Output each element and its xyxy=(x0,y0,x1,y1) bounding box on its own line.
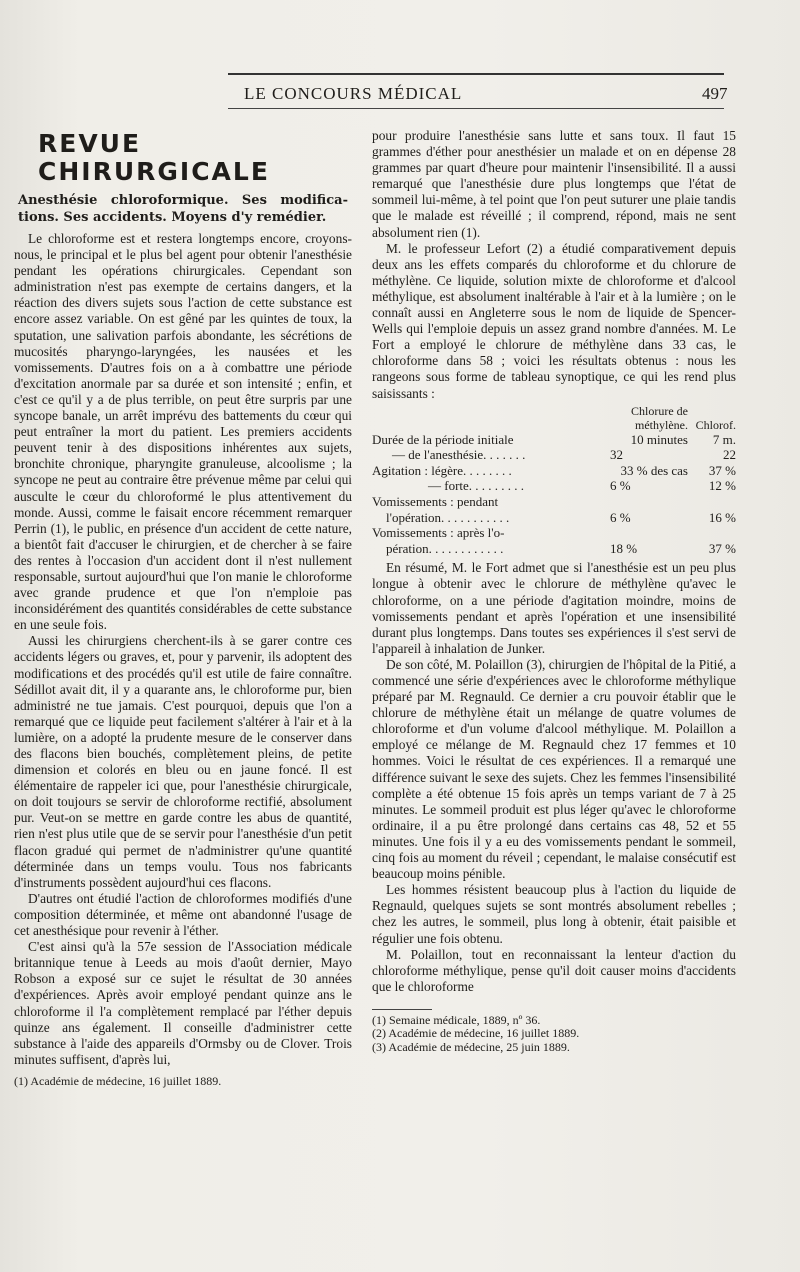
table-cell: Vomissements : pendant xyxy=(372,493,499,509)
table-cell: Vomissements : après l'o- xyxy=(372,525,505,541)
article-subtitle-line-1: Anesthésie chloroformique. Ses modifica- xyxy=(18,193,348,208)
paragraph: pour produire l'anesthésie sans lutte et sans toux. Il faut 15 grammes d'éther pour anesthésier un malade et on en dépense 28 grammes par quart d'heure pour maintenir l'insensibilité. Il a aussi remarqué que l'anesthésie dure plus longtemps que l'état de sommeil lui-même, à tel point que l'on peut suturer une plaie tandis que le malade est réveillé ; il comprend, répond, mais ne sent absolument rien (1). xyxy=(372,128,736,240)
table-cell: l'opération. . . . . . . . . . . xyxy=(386,509,510,525)
table-cell: 16 % xyxy=(708,509,736,525)
table-cell: — de l'anesthésie. . . . . . . xyxy=(392,447,526,463)
table-cell: Durée de la période initiale xyxy=(372,431,514,447)
paragraph: Les hommes résistent beaucoup plus à l'action du liquide de Regnauld, quelques sujets se sont montrés absolument rebelles ; chez les autres, le sommeil, plus long à obtenir, était paisible et régulier une fois obtenu. xyxy=(372,882,736,946)
table-cell: 6 % xyxy=(610,509,631,525)
table-cell: 7 m. xyxy=(712,431,736,447)
table-row xyxy=(372,447,736,463)
results-table xyxy=(372,404,736,557)
footnote: (1) Semaine médicale, 1889, nº 36. xyxy=(372,1012,541,1027)
table-header-chloroform: Chlorof. xyxy=(695,417,736,432)
table-cell: 37 % xyxy=(708,462,736,478)
table-cell: 10 minutes xyxy=(630,431,688,447)
table-header-row xyxy=(372,404,736,432)
table-row xyxy=(372,510,736,526)
table-cell: pération. . . . . . . . . . . . xyxy=(386,540,504,556)
footnote: (1) Académie de médecine, 16 juillet 1889. xyxy=(14,1073,222,1088)
paragraph: Aussi les chirurgiens cherchent-ils à se garer contre ces accidents légers ou graves, et, pour y parvenir, ils adoptent des modifications et des procédés qu'il est utile de faire connaître. Sédillot avait dit, il y a quarante ans, le chloroforme pur, bien administré ne tue jamais. C'est pourquoi, depuis que l'on a remarqué que ce liquide peut facilement s'altérer à l'air et à la lumière, on a adopté la prudente mesure de le conserver dans des flacons bien bouchés, complètement pleins, de petite dimension et colorés en bleu ou en jaune foncé. Il est élémentaire de rappeler ici que, pour l'anesthésie chirurgicale, on doit toujours se servir de chloroforme rectifié, absolument pur. Veut-on se mettre en garde contre les abus de quantité, rien n'est plus utile que de se servir pour l'anesthésie d'un petit flacon gradué qui permet de n'administrer qu'une quantité déterminée dans un temps voulu. Tous nos fabricants d'instruments possèdent aujourd'hui ces flacons. xyxy=(14,633,352,890)
header-rule-bottom xyxy=(228,108,724,109)
table-row xyxy=(372,541,736,557)
table-row xyxy=(372,525,736,541)
left-body xyxy=(14,231,352,1068)
table-cell: Agitation : légère. . . . . . . . xyxy=(372,462,512,478)
right-body-bottom xyxy=(372,560,736,995)
table-row xyxy=(372,463,736,479)
table-row xyxy=(372,478,736,494)
footnote-rule xyxy=(372,1009,432,1010)
paragraph: D'autres ont étudié l'action de chloroformes modifiés d'une composition déterminée, et même ont abandonné l'usage de cet anesthésique pour revenir à l'éther. xyxy=(14,890,352,939)
right-column xyxy=(372,128,736,1055)
footnote: (2) Académie de médecine, 16 juillet 1889. xyxy=(372,1026,580,1041)
table-row xyxy=(372,494,736,510)
right-body-top xyxy=(372,128,736,402)
paragraph: C'est ainsi qu'à la 57e session de l'Association médicale britannique tenue à Leeds au mois d'août dernier, Mayo Robson a exposé sur ce sujet le résultat de 30 années d'expériences. Après avoir employé pendant quinze ans le chloroforme il l'a complètement remplacé par l'éther depuis quinze ans également. Il conseille d'administrer cette substance à l'aide des appareils d'Ormsby ou de Clover. Trois minutes suffisent, d'après lui, xyxy=(14,939,352,1067)
paragraph: M. le professeur Lefort (2) a étudié comparativement depuis deux ans les effets comparés du chloroforme et du chlorure de méthylène. Ce liquide, solution mixte de chloroforme et d'alcool méthylique, est absolument inaltérable à l'air et à la lumière ; on le connaît aussi en Angleterre sous le nom de liquide de Spencer-Wells qui l'emploie depuis un assez grand nombre d'années. M. Le Fort a employé le chlorure de méthylène dans 33 cas, le chloroforme dans 58 ; voici les résultats obtenus : nous les rangeons sous forme de tableau synoptique, ce qui les rend plus saisissants : xyxy=(372,240,736,401)
table-cell: 37 % xyxy=(708,540,736,556)
section-title: REVUE CHIRURGICALE xyxy=(38,129,270,186)
page-number: 497 xyxy=(702,84,728,103)
table-header-methylene-2: méthylène. xyxy=(635,417,688,432)
table-cell: 33 % des cas xyxy=(620,462,688,478)
paragraph: En résumé, M. le Fort admet que si l'anesthésie est un peu plus longue à obtenir avec le chlorure de méthylène qu'avec le chloroforme, on a une période d'agitation moindre, moins de vomissements pendant et après l'opération et une insensibilité durant plus longtemps. Dans toutes ses expériences il s'est servi de l'appareil à inhalation de Junker. xyxy=(372,560,736,656)
table-row xyxy=(372,432,736,448)
header-rule-top xyxy=(228,73,724,75)
journal-title: LE CONCOURS MÉDICAL xyxy=(244,84,463,103)
table-cell: 32 xyxy=(610,447,623,463)
table-cell: — forte. . . . . . . . . xyxy=(428,478,525,494)
table-cell: 6 % xyxy=(610,478,631,494)
table-cell: 12 % xyxy=(708,478,736,494)
table-header-methylene: Chlorure de xyxy=(631,403,688,418)
table-cell: 18 % xyxy=(610,540,638,556)
left-column xyxy=(14,128,352,1088)
table-cell: 22 xyxy=(723,447,736,463)
paragraph: Le chloroforme est et restera longtemps encore, croyons-nous, le principal et le plus bel agent pour obtenir l'anesthésie pendant les opérations chirurgicales. Cependant son administration n'est pas exempte de certains dangers, et la réaction des divers sujets sous l'action de cette substance est encore assez variable. On est gêné par les quintes de toux, la sputation, une salivation parfois abondante, les sécrétions de mucosités pharyngo-laryngées, les nausées et les vomissements. D'autres fois on a à combattre une période d'excitation anormale par sa durée et son intensité ; enfin, et c'est ce qu'il y a de plus terrible, on peut être surpris par une syncope banale, un arrêt imprévu des battements du cœur qui peut entraîner la mort du patient. Les premiers accidents peuvent tenir à des dispositions inhérentes aux sujets, bronchite chronique, pharyngite granuleuse, alcoolisme ; la syncope ne peut au contraire être prévenue même par celui qui ausculte le cœur du chloroformé le plus attentivement du monde. Aussi, comme le faisait encore récemment remarquer Perrin (1), le public, en présence d'un accident de cette nature, a bientôt fait d'accuser le chirurgien, et de chercher à se faire des rentes à l'occasion d'un accident dont il n'est nullement responsable, surtout aujourd'hui que l'on manie le chloroforme avec grande prudence et que l'on n'emploie pas inconsidérément des quantités considérables de cette substance en une seule fois. xyxy=(14,231,352,633)
article-subtitle-line-2: tions. Ses accidents. Moyens d'y remédier. xyxy=(18,210,327,225)
paragraph: De son côté, M. Polaillon (3), chirurgien de l'hôpital de la Pitié, a commencé une série d'expériences avec le chloroforme méthylique préparé par M. Regnauld. Ce dernier a cru pouvoir établir que le chlorure de méthylène était un mélange de quatre volumes de chloroforme et d'un volume d'alcool méthylique. M. Polaillon a employé ce mélange de M. Regnauld chez 17 femmes et 10 hommes. Voici le résultat de ces expériences. Il a remarqué une différence suivant le sexe des sujets. Chez les femmes l'insensibilité complète a été obtenue 15 fois après un temps variant de 7 à 25 minutes. Le sommeil produit est plus léger qu'avec le chloroforme ordinaire, il a pu être prolongé dans certains cas 48, 52 et 55 minutes. Une fois il y a eu des vomissements pendant le sommeil, cinq fois au moment du réveil ; cependant, le malaise consécutif est beaucoup moins pénible. xyxy=(372,656,736,882)
paragraph: M. Polaillon, tout en reconnaissant la lenteur d'action du chloroforme méthylique, pense qu'il doit causer moins d'accidents que le chloroforme xyxy=(372,946,736,994)
footnote: (3) Académie de médecine, 25 juin 1889. xyxy=(372,1040,570,1055)
